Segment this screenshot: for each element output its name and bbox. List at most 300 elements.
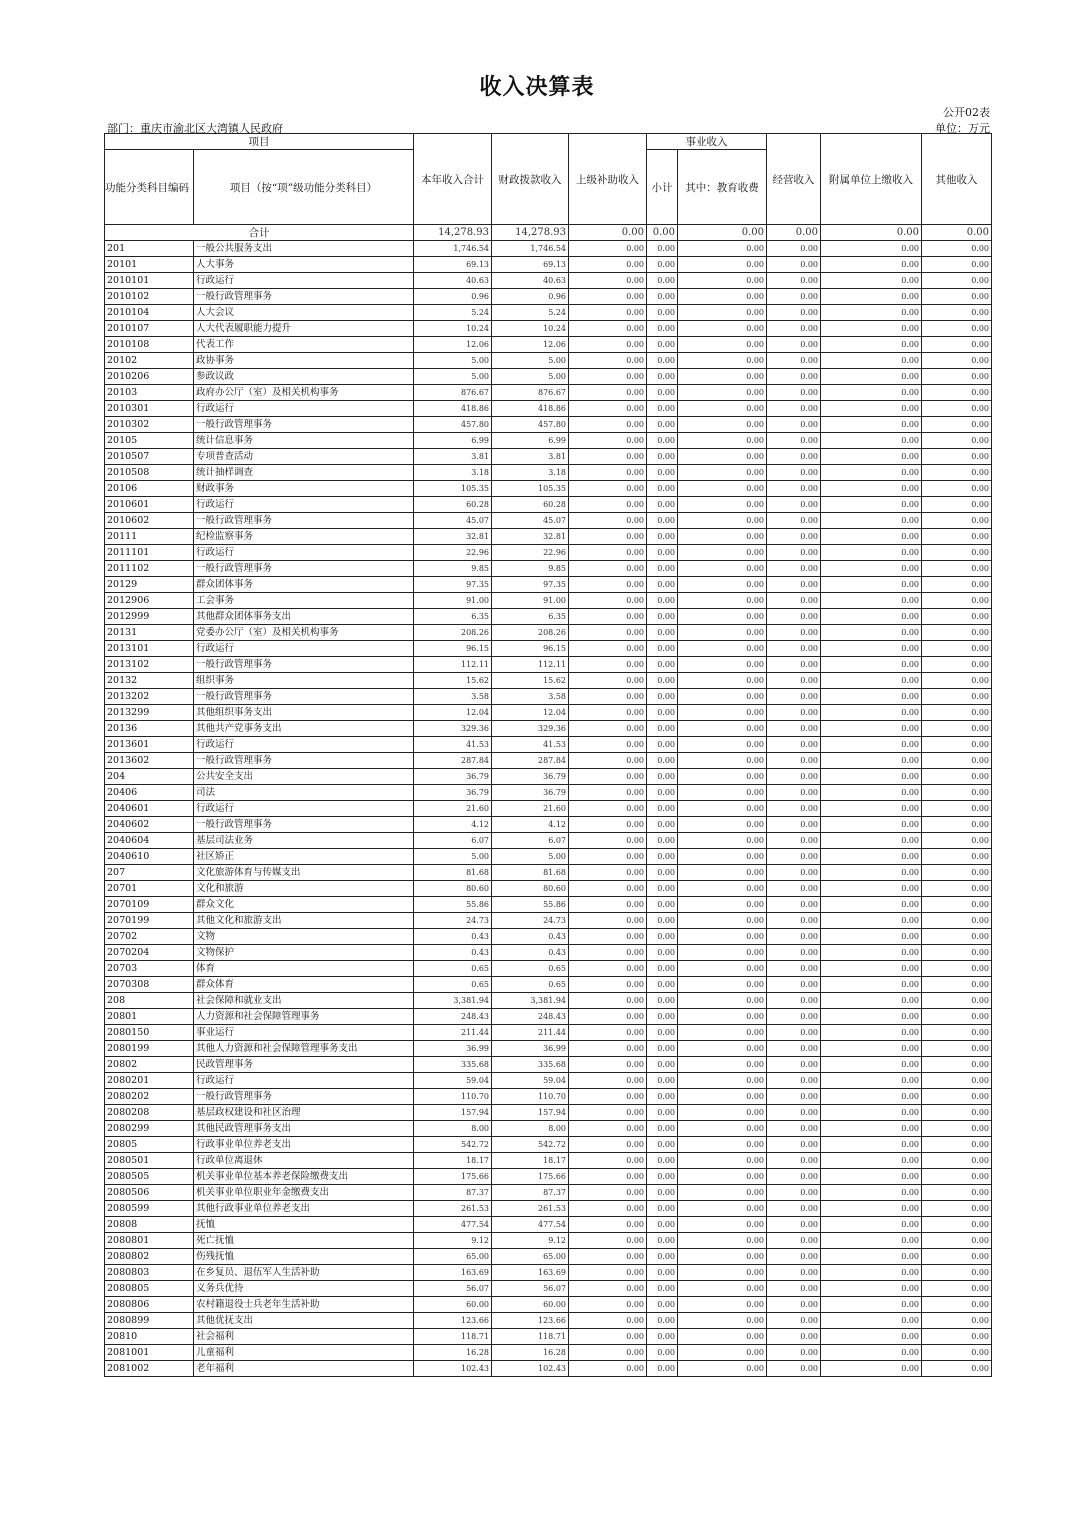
fiscal-cell: 112.11 (492, 657, 569, 673)
name-cell: 统计信息事务 (194, 433, 414, 449)
fiscal-cell: 418.86 (492, 401, 569, 417)
total-label: 合计 (105, 225, 414, 241)
business-subtotal-cell: 0.00 (647, 1073, 678, 1089)
business-subtotal-cell: 0.00 (647, 337, 678, 353)
affiliated-cell: 0.00 (821, 465, 922, 481)
superior-cell: 0.00 (569, 817, 647, 833)
total-income-cell: 102.43 (414, 1361, 492, 1377)
other-cell: 0.00 (922, 369, 992, 385)
name-cell: 人大代表履职能力提升 (194, 321, 414, 337)
business-subtotal-cell: 0.00 (647, 721, 678, 737)
other-cell: 0.00 (922, 1201, 992, 1217)
business-subtotal-cell: 0.00 (647, 1041, 678, 1057)
table-row (105, 641, 992, 657)
name-cell: 文化旅游体育与传媒支出 (194, 865, 414, 881)
business-edu-cell: 0.00 (678, 385, 767, 401)
business-edu-cell: 0.00 (678, 1297, 767, 1313)
table-row (105, 705, 992, 721)
total-income-cell: 1,746.54 (414, 241, 492, 257)
operating-cell: 0.00 (767, 1185, 821, 1201)
business-edu-cell: 0.00 (678, 1121, 767, 1137)
table-row (105, 1297, 992, 1313)
fiscal-cell: 15.62 (492, 673, 569, 689)
code-cell: 2013102 (105, 657, 194, 673)
other-cell: 0.00 (922, 481, 992, 497)
business-subtotal-cell: 0.00 (647, 1089, 678, 1105)
code-cell: 2010508 (105, 465, 194, 481)
fiscal-cell: 287.84 (492, 753, 569, 769)
table-row (105, 1025, 992, 1041)
fiscal-cell: 91.00 (492, 593, 569, 609)
name-cell: 事业运行 (194, 1025, 414, 1041)
table-row (105, 369, 992, 385)
affiliated-cell: 0.00 (821, 1041, 922, 1057)
superior-cell: 0.00 (569, 1297, 647, 1313)
affiliated-cell: 0.00 (821, 529, 922, 545)
name-cell: 财政事务 (194, 481, 414, 497)
operating-cell: 0.00 (767, 1329, 821, 1345)
header-business-group: 事业收入 (647, 134, 767, 150)
business-subtotal-cell: 0.00 (647, 1361, 678, 1377)
other-cell: 0.00 (922, 641, 992, 657)
business-subtotal-cell: 0.00 (647, 1233, 678, 1249)
business-edu-cell: 0.00 (678, 1313, 767, 1329)
operating-cell: 0.00 (767, 1105, 821, 1121)
business-edu-cell: 0.00 (678, 257, 767, 273)
business-edu-cell: 0.00 (678, 769, 767, 785)
other-cell: 0.00 (922, 561, 992, 577)
total-income-cell: 41.53 (414, 737, 492, 753)
code-cell: 2012999 (105, 609, 194, 625)
business-subtotal-cell: 0.00 (647, 1313, 678, 1329)
superior-cell: 0.00 (569, 497, 647, 513)
code-cell: 20103 (105, 385, 194, 401)
fiscal-cell: 6.35 (492, 609, 569, 625)
name-cell: 文物 (194, 929, 414, 945)
other-cell: 0.00 (922, 929, 992, 945)
affiliated-cell: 0.00 (821, 433, 922, 449)
table-row (105, 1137, 992, 1153)
operating-cell: 0.00 (767, 433, 821, 449)
fiscal-cell: 5.00 (492, 369, 569, 385)
business-edu-cell: 0.00 (678, 1329, 767, 1345)
business-subtotal-cell: 0.00 (647, 609, 678, 625)
affiliated-cell: 0.00 (821, 273, 922, 289)
business-edu-cell: 0.00 (678, 273, 767, 289)
business-subtotal-cell: 0.00 (647, 577, 678, 593)
total-income-cell: 36.79 (414, 769, 492, 785)
superior-cell: 0.00 (569, 1121, 647, 1137)
table-row (105, 945, 992, 961)
business-edu-cell: 0.00 (678, 993, 767, 1009)
business-subtotal-cell: 0.00 (647, 465, 678, 481)
name-cell: 代表工作 (194, 337, 414, 353)
code-cell: 2010507 (105, 449, 194, 465)
other-cell: 0.00 (922, 497, 992, 513)
affiliated-cell: 0.00 (821, 817, 922, 833)
other-cell: 0.00 (922, 417, 992, 433)
superior-cell: 0.00 (569, 689, 647, 705)
affiliated-cell: 0.00 (821, 657, 922, 673)
total-income-cell: 60.00 (414, 1297, 492, 1313)
superior-cell: 0.00 (569, 881, 647, 897)
affiliated-cell: 0.00 (821, 849, 922, 865)
code-cell: 2080505 (105, 1169, 194, 1185)
affiliated-cell: 0.00 (821, 1265, 922, 1281)
table-row (105, 577, 992, 593)
operating-cell: 0.00 (767, 1009, 821, 1025)
business-edu-cell: 0.00 (678, 641, 767, 657)
header-business-edu: 其中：教育收费 (678, 150, 767, 225)
table-row (105, 353, 992, 369)
name-cell: 行政运行 (194, 1073, 414, 1089)
superior-cell: 0.00 (569, 705, 647, 721)
code-cell: 20801 (105, 1009, 194, 1025)
code-cell: 2010101 (105, 273, 194, 289)
other-cell: 0.00 (922, 753, 992, 769)
business-edu-cell: 0.00 (678, 529, 767, 545)
code-cell: 2080806 (105, 1297, 194, 1313)
fiscal-cell: 12.06 (492, 337, 569, 353)
operating-cell: 0.00 (767, 721, 821, 737)
affiliated-cell: 0.00 (821, 945, 922, 961)
header-operating: 经营收入 (767, 134, 821, 225)
operating-cell: 0.00 (767, 817, 821, 833)
fiscal-cell: 163.69 (492, 1265, 569, 1281)
total-income-cell: 15.62 (414, 673, 492, 689)
business-edu-cell: 0.00 (678, 1361, 767, 1377)
other-cell: 0.00 (922, 513, 992, 529)
business-edu-cell: 0.00 (678, 737, 767, 753)
other-cell: 0.00 (922, 593, 992, 609)
operating-cell: 0.00 (767, 625, 821, 641)
other-cell: 0.00 (922, 241, 992, 257)
name-cell: 一般公共服务支出 (194, 241, 414, 257)
superior-cell: 0.00 (569, 241, 647, 257)
business-subtotal-cell: 0.00 (647, 833, 678, 849)
name-cell: 专项普查活动 (194, 449, 414, 465)
affiliated-cell: 0.00 (821, 705, 922, 721)
table-row (105, 545, 992, 561)
table-row (105, 1233, 992, 1249)
affiliated-cell: 0.00 (821, 401, 922, 417)
table-row (105, 1105, 992, 1121)
total-row (105, 225, 992, 241)
affiliated-cell: 0.00 (821, 1169, 922, 1185)
other-cell: 0.00 (922, 737, 992, 753)
superior-cell: 0.00 (569, 1105, 647, 1121)
name-cell: 人大会议 (194, 305, 414, 321)
operating-cell: 0.00 (767, 977, 821, 993)
name-cell: 伤残抚恤 (194, 1249, 414, 1265)
total-cell: 14,278.93 (414, 225, 492, 241)
fiscal-cell: 32.81 (492, 529, 569, 545)
affiliated-cell: 0.00 (821, 977, 922, 993)
code-cell: 2080802 (105, 1249, 194, 1265)
other-cell: 0.00 (922, 305, 992, 321)
table-row (105, 337, 992, 353)
total-income-cell: 105.35 (414, 481, 492, 497)
other-cell: 0.00 (922, 1105, 992, 1121)
business-subtotal-cell: 0.00 (647, 1153, 678, 1169)
business-edu-cell: 0.00 (678, 1201, 767, 1217)
name-cell: 行政运行 (194, 401, 414, 417)
code-cell: 20136 (105, 721, 194, 737)
name-cell: 体育 (194, 961, 414, 977)
page-title: 收入决算表 (479, 74, 595, 100)
operating-cell: 0.00 (767, 753, 821, 769)
total-income-cell: 123.66 (414, 1313, 492, 1329)
affiliated-cell: 0.00 (821, 385, 922, 401)
affiliated-cell: 0.00 (821, 1057, 922, 1073)
business-edu-cell: 0.00 (678, 1105, 767, 1121)
table-row (105, 1169, 992, 1185)
fiscal-cell: 4.12 (492, 817, 569, 833)
fiscal-cell: 157.94 (492, 1105, 569, 1121)
code-cell: 2080801 (105, 1233, 194, 1249)
business-subtotal-cell: 0.00 (647, 369, 678, 385)
business-subtotal-cell: 0.00 (647, 1105, 678, 1121)
other-cell: 0.00 (922, 849, 992, 865)
total-cell: 0.00 (569, 225, 647, 241)
other-cell: 0.00 (922, 1121, 992, 1137)
name-cell: 一般行政管理事务 (194, 753, 414, 769)
operating-cell: 0.00 (767, 705, 821, 721)
fiscal-cell: 18.17 (492, 1153, 569, 1169)
business-subtotal-cell: 0.00 (647, 785, 678, 801)
operating-cell: 0.00 (767, 1313, 821, 1329)
name-cell: 参政议政 (194, 369, 414, 385)
superior-cell: 0.00 (569, 1313, 647, 1329)
fiscal-cell: 87.37 (492, 1185, 569, 1201)
name-cell: 工会事务 (194, 593, 414, 609)
operating-cell: 0.00 (767, 497, 821, 513)
operating-cell: 0.00 (767, 593, 821, 609)
table-row (105, 1217, 992, 1233)
operating-cell: 0.00 (767, 769, 821, 785)
other-cell: 0.00 (922, 1217, 992, 1233)
superior-cell: 0.00 (569, 1361, 647, 1377)
superior-cell: 0.00 (569, 833, 647, 849)
business-subtotal-cell: 0.00 (647, 401, 678, 417)
operating-cell: 0.00 (767, 369, 821, 385)
superior-cell: 0.00 (569, 945, 647, 961)
business-edu-cell: 0.00 (678, 1009, 767, 1025)
other-cell: 0.00 (922, 769, 992, 785)
business-edu-cell: 0.00 (678, 433, 767, 449)
operating-cell: 0.00 (767, 865, 821, 881)
total-income-cell: 59.04 (414, 1073, 492, 1089)
superior-cell: 0.00 (569, 257, 647, 273)
total-income-cell: 0.96 (414, 289, 492, 305)
table-row (105, 1057, 992, 1073)
fiscal-cell: 69.13 (492, 257, 569, 273)
business-subtotal-cell: 0.00 (647, 801, 678, 817)
name-cell: 文物保护 (194, 945, 414, 961)
superior-cell: 0.00 (569, 369, 647, 385)
name-cell: 一般行政管理事务 (194, 561, 414, 577)
name-cell: 行政运行 (194, 273, 414, 289)
superior-cell: 0.00 (569, 1073, 647, 1089)
fiscal-cell: 329.36 (492, 721, 569, 737)
affiliated-cell: 0.00 (821, 1281, 922, 1297)
affiliated-cell: 0.00 (821, 769, 922, 785)
affiliated-cell: 0.00 (821, 337, 922, 353)
fiscal-cell: 5.00 (492, 849, 569, 865)
affiliated-cell: 0.00 (821, 1185, 922, 1201)
other-cell: 0.00 (922, 673, 992, 689)
code-cell: 2070109 (105, 897, 194, 913)
table-row (105, 417, 992, 433)
table-row (105, 257, 992, 273)
operating-cell: 0.00 (767, 1297, 821, 1313)
business-subtotal-cell: 0.00 (647, 529, 678, 545)
business-subtotal-cell: 0.00 (647, 769, 678, 785)
superior-cell: 0.00 (569, 625, 647, 641)
superior-cell: 0.00 (569, 673, 647, 689)
other-cell: 0.00 (922, 1281, 992, 1297)
header-item-group: 项目 (105, 134, 414, 150)
other-cell: 0.00 (922, 657, 992, 673)
affiliated-cell: 0.00 (821, 897, 922, 913)
business-edu-cell: 0.00 (678, 497, 767, 513)
table-row (105, 769, 992, 785)
operating-cell: 0.00 (767, 801, 821, 817)
business-edu-cell: 0.00 (678, 513, 767, 529)
name-cell: 文化和旅游 (194, 881, 414, 897)
business-subtotal-cell: 0.00 (647, 705, 678, 721)
total-income-cell: 12.04 (414, 705, 492, 721)
business-edu-cell: 0.00 (678, 865, 767, 881)
fiscal-cell: 110.70 (492, 1089, 569, 1105)
other-cell: 0.00 (922, 1265, 992, 1281)
code-cell: 2010602 (105, 513, 194, 529)
code-cell: 2010108 (105, 337, 194, 353)
income-table (104, 133, 992, 1377)
total-income-cell: 16.28 (414, 1345, 492, 1361)
code-cell: 2080150 (105, 1025, 194, 1041)
other-cell: 0.00 (922, 817, 992, 833)
business-subtotal-cell: 0.00 (647, 497, 678, 513)
other-cell: 0.00 (922, 609, 992, 625)
code-cell: 2080803 (105, 1265, 194, 1281)
total-income-cell: 418.86 (414, 401, 492, 417)
header-superior: 上级补助收入 (569, 134, 647, 225)
total-income-cell: 80.60 (414, 881, 492, 897)
fiscal-cell: 0.65 (492, 977, 569, 993)
other-cell: 0.00 (922, 465, 992, 481)
table-row (105, 289, 992, 305)
code-cell: 20131 (105, 625, 194, 641)
table-row (105, 481, 992, 497)
other-cell: 0.00 (922, 977, 992, 993)
name-cell: 群众团体事务 (194, 577, 414, 593)
superior-cell: 0.00 (569, 993, 647, 1009)
business-edu-cell: 0.00 (678, 609, 767, 625)
other-cell: 0.00 (922, 1185, 992, 1201)
affiliated-cell: 0.00 (821, 673, 922, 689)
business-subtotal-cell: 0.00 (647, 1201, 678, 1217)
operating-cell: 0.00 (767, 417, 821, 433)
total-income-cell: 6.35 (414, 609, 492, 625)
superior-cell: 0.00 (569, 897, 647, 913)
name-cell: 群众体育 (194, 977, 414, 993)
operating-cell: 0.00 (767, 993, 821, 1009)
code-cell: 2040604 (105, 833, 194, 849)
operating-cell: 0.00 (767, 385, 821, 401)
total-income-cell: 3.58 (414, 689, 492, 705)
other-cell: 0.00 (922, 945, 992, 961)
business-edu-cell: 0.00 (678, 417, 767, 433)
table-row (105, 1265, 992, 1281)
total-income-cell: 18.17 (414, 1153, 492, 1169)
business-subtotal-cell: 0.00 (647, 689, 678, 705)
business-subtotal-cell: 0.00 (647, 1329, 678, 1345)
affiliated-cell: 0.00 (821, 1233, 922, 1249)
table-row (105, 1185, 992, 1201)
table-row (105, 1201, 992, 1217)
affiliated-cell: 0.00 (821, 913, 922, 929)
business-edu-cell: 0.00 (678, 961, 767, 977)
business-subtotal-cell: 0.00 (647, 961, 678, 977)
table-row (105, 1121, 992, 1137)
total-income-cell: 5.00 (414, 849, 492, 865)
superior-cell: 0.00 (569, 801, 647, 817)
business-subtotal-cell: 0.00 (647, 417, 678, 433)
superior-cell: 0.00 (569, 1041, 647, 1057)
other-cell: 0.00 (922, 865, 992, 881)
operating-cell: 0.00 (767, 1137, 821, 1153)
affiliated-cell: 0.00 (821, 305, 922, 321)
business-subtotal-cell: 0.00 (647, 865, 678, 881)
affiliated-cell: 0.00 (821, 929, 922, 945)
header-fiscal: 财政拨款收入 (492, 134, 569, 225)
superior-cell: 0.00 (569, 481, 647, 497)
other-cell: 0.00 (922, 705, 992, 721)
total-cell: 0.00 (767, 225, 821, 241)
operating-cell: 0.00 (767, 673, 821, 689)
table-row (105, 657, 992, 673)
other-cell: 0.00 (922, 625, 992, 641)
affiliated-cell: 0.00 (821, 1137, 922, 1153)
superior-cell: 0.00 (569, 417, 647, 433)
affiliated-cell: 0.00 (821, 1073, 922, 1089)
table-row (105, 833, 992, 849)
table-row (105, 929, 992, 945)
operating-cell: 0.00 (767, 449, 821, 465)
total-income-cell: 9.12 (414, 1233, 492, 1249)
operating-cell: 0.00 (767, 945, 821, 961)
operating-cell: 0.00 (767, 1073, 821, 1089)
name-cell: 一般行政管理事务 (194, 1089, 414, 1105)
total-income-cell: 21.60 (414, 801, 492, 817)
code-cell: 20132 (105, 673, 194, 689)
business-edu-cell: 0.00 (678, 801, 767, 817)
superior-cell: 0.00 (569, 961, 647, 977)
other-cell: 0.00 (922, 1345, 992, 1361)
affiliated-cell: 0.00 (821, 241, 922, 257)
affiliated-cell: 0.00 (821, 625, 922, 641)
total-income-cell: 60.28 (414, 497, 492, 513)
affiliated-cell: 0.00 (821, 1121, 922, 1137)
name-cell: 一般行政管理事务 (194, 417, 414, 433)
business-subtotal-cell: 0.00 (647, 433, 678, 449)
business-edu-cell: 0.00 (678, 449, 767, 465)
business-edu-cell: 0.00 (678, 817, 767, 833)
name-cell: 行政运行 (194, 545, 414, 561)
operating-cell: 0.00 (767, 513, 821, 529)
fiscal-cell: 9.12 (492, 1233, 569, 1249)
